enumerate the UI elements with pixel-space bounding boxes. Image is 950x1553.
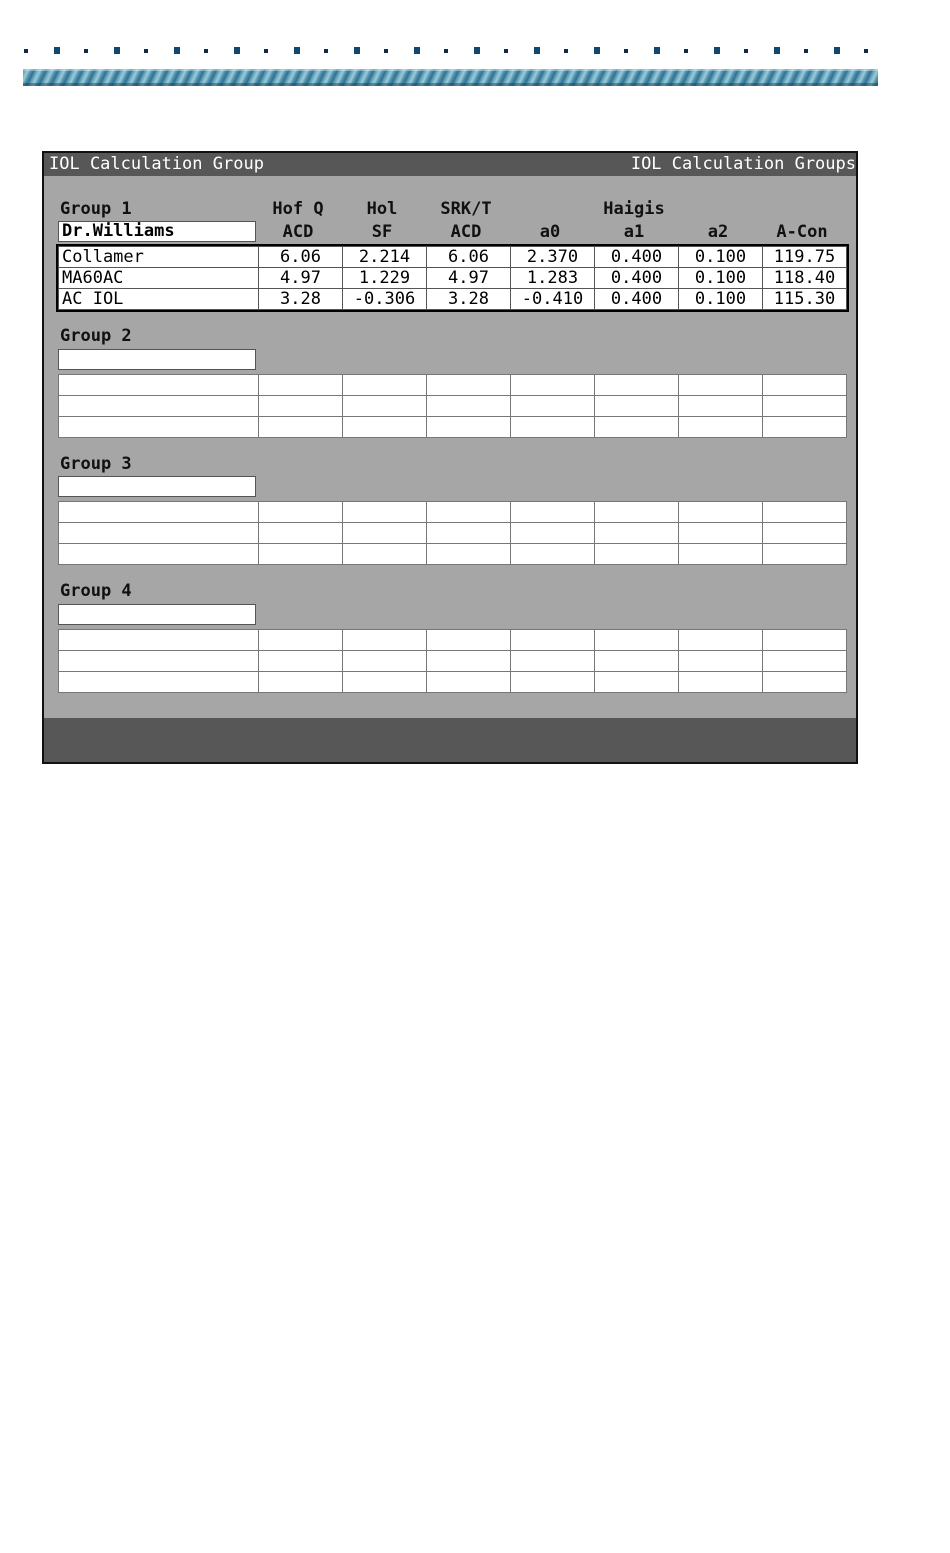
constant-cell[interactable] xyxy=(763,375,847,396)
constant-cell[interactable]: 2.370 xyxy=(511,247,595,268)
softkey-label-line1: Scroll xyxy=(218,765,280,785)
constant-cell[interactable]: 1.229 xyxy=(343,268,427,289)
col-header-haigis: Haigis xyxy=(603,199,665,219)
constant-cell[interactable] xyxy=(343,502,427,523)
constant-cell[interactable] xyxy=(427,651,511,672)
constant-cell[interactable] xyxy=(763,651,847,672)
decorative-dot xyxy=(114,47,120,54)
table-row[interactable] xyxy=(59,247,847,268)
constant-cell[interactable] xyxy=(259,630,343,651)
table-row[interactable] xyxy=(59,375,847,396)
constant-cell[interactable] xyxy=(259,651,343,672)
constant-cell[interactable] xyxy=(679,630,763,651)
constant-cell[interactable] xyxy=(343,417,427,438)
constant-cell[interactable] xyxy=(259,672,343,693)
group-1-label: Group 1 xyxy=(60,199,132,219)
constant-cell[interactable] xyxy=(343,651,427,672)
col-header-srkt: SRK/T xyxy=(440,199,492,219)
group-4-name-field[interactable] xyxy=(58,604,256,625)
constant-cell[interactable] xyxy=(511,544,595,565)
group-1-name-field[interactable]: Dr.Williams xyxy=(58,221,256,242)
softkey-label-line2: Groups Down xyxy=(59,834,173,854)
iol-name-cell[interactable]: AC IOL xyxy=(59,289,259,310)
iol-name-cell[interactable] xyxy=(59,544,259,565)
group-3-table xyxy=(58,501,847,565)
constant-cell[interactable] xyxy=(595,630,679,651)
constant-cell[interactable]: 0.100 xyxy=(679,268,763,289)
constant-cell[interactable] xyxy=(427,375,511,396)
table-row[interactable] xyxy=(59,672,847,693)
constant-cell[interactable] xyxy=(427,417,511,438)
decorative-dot xyxy=(654,47,660,54)
group-4-table xyxy=(58,629,847,693)
constant-cell[interactable]: 4.97 xyxy=(427,268,511,289)
constant-cell[interactable] xyxy=(343,523,427,544)
decorative-dot xyxy=(204,49,208,53)
constant-cell[interactable] xyxy=(595,502,679,523)
table-row[interactable] xyxy=(59,544,847,565)
iol-name-cell[interactable] xyxy=(59,375,259,396)
constant-cell[interactable] xyxy=(511,396,595,417)
constant-cell[interactable]: 118.40 xyxy=(763,268,847,289)
constant-cell[interactable] xyxy=(259,375,343,396)
constant-cell[interactable] xyxy=(595,396,679,417)
iol-name-cell[interactable] xyxy=(59,523,259,544)
decorative-dot xyxy=(84,49,88,53)
constant-cell[interactable] xyxy=(511,630,595,651)
constant-cell[interactable] xyxy=(763,672,847,693)
decorative-dot xyxy=(594,47,600,54)
col-header-a2: a2 xyxy=(707,222,729,242)
decorative-dot xyxy=(24,49,28,53)
group-3-name-field[interactable] xyxy=(58,476,256,497)
col-header-acd: ACD xyxy=(282,222,314,242)
constant-cell[interactable] xyxy=(679,417,763,438)
col-header-srkt-acd: ACD xyxy=(450,222,482,242)
decorative-dotted-line xyxy=(24,46,878,56)
group-2-name-field[interactable] xyxy=(58,349,256,370)
iol-name-cell[interactable] xyxy=(59,417,259,438)
constant-cell[interactable] xyxy=(511,375,595,396)
constant-cell[interactable]: 0.100 xyxy=(679,247,763,268)
decorative-dot xyxy=(444,49,448,53)
constant-cell[interactable] xyxy=(427,630,511,651)
constant-cell[interactable] xyxy=(763,396,847,417)
constant-cell[interactable] xyxy=(259,544,343,565)
constant-cell[interactable] xyxy=(427,523,511,544)
constant-cell[interactable]: 6.06 xyxy=(259,247,343,268)
group-4-label: Group 4 xyxy=(60,581,132,601)
softkey-label-line2: Groups Up xyxy=(202,834,296,854)
decorative-dot xyxy=(744,49,748,53)
decorative-dot xyxy=(684,49,688,53)
constant-cell[interactable]: 115.30 xyxy=(763,289,847,310)
delete-iol-button[interactable] xyxy=(464,718,574,902)
constant-cell[interactable]: 4.97 xyxy=(259,268,343,289)
personalize-iols-button[interactable] xyxy=(584,718,726,902)
constant-cell[interactable] xyxy=(595,375,679,396)
constant-cell[interactable] xyxy=(763,523,847,544)
scroll-groups-up-button[interactable] xyxy=(190,718,308,902)
constant-cell[interactable] xyxy=(511,672,595,693)
decorative-dot xyxy=(864,49,868,53)
decorative-dot xyxy=(774,47,780,54)
constant-cell[interactable]: 0.400 xyxy=(595,289,679,310)
constant-cell[interactable] xyxy=(343,375,427,396)
col-header-a1: a1 xyxy=(623,222,645,242)
constant-cell[interactable] xyxy=(679,672,763,693)
constant-cell[interactable] xyxy=(427,672,511,693)
constant-cell[interactable] xyxy=(343,672,427,693)
decorative-dot xyxy=(414,47,420,54)
iol-name-cell[interactable] xyxy=(59,502,259,523)
group-2-label: Group 2 xyxy=(60,326,132,346)
screen-title: IOL Calculation Groups xyxy=(630,154,856,174)
decorative-dot xyxy=(834,47,840,54)
table-row[interactable] xyxy=(59,630,847,651)
constant-cell[interactable] xyxy=(763,544,847,565)
constant-cell[interactable]: 119.75 xyxy=(763,247,847,268)
decorative-dot xyxy=(714,47,720,54)
decorative-dot xyxy=(54,47,60,54)
softkey-label-line2: IOL xyxy=(503,834,535,854)
constant-cell[interactable] xyxy=(427,396,511,417)
constant-cell[interactable]: 6.06 xyxy=(427,247,511,268)
title-bar xyxy=(44,153,856,176)
decorative-banner xyxy=(23,69,878,86)
constant-cell[interactable] xyxy=(427,502,511,523)
iol-name-cell[interactable] xyxy=(59,396,259,417)
table-row[interactable] xyxy=(59,651,847,672)
constant-cell[interactable] xyxy=(259,396,343,417)
constant-cell[interactable] xyxy=(595,523,679,544)
constant-cell[interactable] xyxy=(679,523,763,544)
decorative-dot xyxy=(564,49,568,53)
iol-name-cell[interactable] xyxy=(59,651,259,672)
softkey-bar xyxy=(44,718,856,854)
col-header-acon: A-Con xyxy=(776,222,828,242)
softkey-label-line2: Done... xyxy=(756,811,828,831)
table-row[interactable] xyxy=(59,289,847,310)
iol-calculation-group-window xyxy=(42,151,858,854)
constant-cell[interactable] xyxy=(343,544,427,565)
scroll-groups-down-button[interactable] xyxy=(48,718,184,902)
softkey-label-line2: IOLs... xyxy=(619,834,691,854)
decorative-dot xyxy=(504,49,508,53)
constant-cell[interactable] xyxy=(511,417,595,438)
constant-cell[interactable] xyxy=(343,396,427,417)
decorative-dot xyxy=(264,49,268,53)
decorative-dot xyxy=(234,47,240,54)
iol-name-cell[interactable] xyxy=(59,630,259,651)
group-1-table xyxy=(58,246,847,310)
constant-cell[interactable] xyxy=(511,651,595,672)
constant-cell[interactable] xyxy=(595,672,679,693)
group-2-table xyxy=(58,374,847,438)
constant-cell[interactable] xyxy=(763,502,847,523)
decorative-dot xyxy=(384,49,388,53)
constant-cell[interactable]: 3.28 xyxy=(427,289,511,310)
constant-cell[interactable] xyxy=(679,375,763,396)
softkey-label-line1: Personalize xyxy=(598,765,712,785)
iol-name-cell[interactable]: MA60AC xyxy=(59,268,259,289)
constant-cell[interactable]: 1.283 xyxy=(511,268,595,289)
col-header-a0: a0 xyxy=(539,222,561,242)
col-header-hol: Hol xyxy=(366,199,398,219)
constant-cell[interactable] xyxy=(511,523,595,544)
softkey-label-line1: Delete xyxy=(488,765,550,785)
decorative-dot xyxy=(324,49,328,53)
constant-cell[interactable] xyxy=(595,651,679,672)
table-row[interactable] xyxy=(59,523,847,544)
constant-cell[interactable] xyxy=(595,544,679,565)
constant-cell[interactable] xyxy=(763,417,847,438)
softkey-label-line1: Scroll xyxy=(85,765,147,785)
constant-cell[interactable]: 0.400 xyxy=(595,247,679,268)
table-row[interactable] xyxy=(59,417,847,438)
constant-cell[interactable]: -0.410 xyxy=(511,289,595,310)
iol-name-cell[interactable]: Collamer xyxy=(59,247,259,268)
constant-cell[interactable]: 2.214 xyxy=(343,247,427,268)
constant-cell[interactable] xyxy=(427,544,511,565)
done-button[interactable] xyxy=(744,718,840,879)
constant-cell[interactable] xyxy=(763,630,847,651)
col-header-sf: SF xyxy=(371,222,393,242)
constant-cell[interactable] xyxy=(679,544,763,565)
constant-cell[interactable] xyxy=(259,417,343,438)
constant-cell[interactable] xyxy=(679,502,763,523)
decorative-dot xyxy=(534,47,540,54)
constant-cell[interactable]: 0.100 xyxy=(679,289,763,310)
table-row[interactable] xyxy=(59,396,847,417)
table-row[interactable] xyxy=(59,502,847,523)
constant-cell[interactable] xyxy=(343,630,427,651)
constant-cell[interactable]: 3.28 xyxy=(259,289,343,310)
decorative-dot xyxy=(804,49,808,53)
constant-cell[interactable] xyxy=(259,502,343,523)
constant-cell[interactable] xyxy=(679,396,763,417)
decorative-dot xyxy=(144,49,148,53)
constant-cell[interactable] xyxy=(259,523,343,544)
constant-cell[interactable] xyxy=(679,651,763,672)
col-header-hofq: Hof Q xyxy=(272,199,324,219)
table-row[interactable] xyxy=(59,268,847,289)
constant-cell[interactable]: -0.306 xyxy=(343,289,427,310)
decorative-dot xyxy=(294,47,300,54)
decorative-dot xyxy=(474,47,480,54)
constant-cell[interactable] xyxy=(511,502,595,523)
constant-cell[interactable]: 0.400 xyxy=(595,268,679,289)
decorative-dot xyxy=(624,49,628,53)
window-title: IOL Calculation Group xyxy=(49,154,264,174)
decorative-dot xyxy=(354,47,360,54)
decorative-dot xyxy=(174,47,180,54)
iol-name-cell[interactable] xyxy=(59,672,259,693)
group-3-label: Group 3 xyxy=(60,454,132,474)
constant-cell[interactable] xyxy=(595,417,679,438)
